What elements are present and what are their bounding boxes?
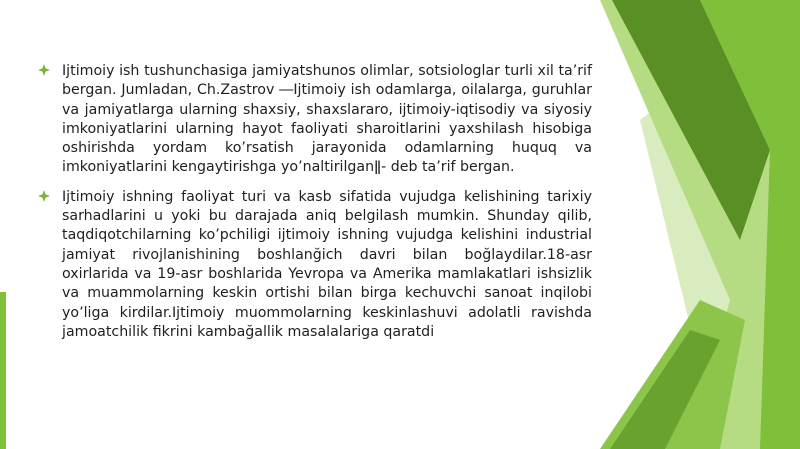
bullet-text: Ijtimoiy ish tushunchasiga jamiyatshunos olimlar, sotsiologlar turli xil ta’rif bergan. Jumladan, Ch.Zastrov ―Ijtimoiy ish odamlarga, oilalarga, guruhlar va jamiyatlarga ularning shaxsiy, shaxslararo, ijtimoiy-iqtisodiy va siyosiy imkoniyatlarini ularning hayot faoliyati sharoitlarini yaxshilash hisobiga oshirishda yordam ko’rsatish jarayonida odamlarning huquq va imkoniyatlarini kengaytirishga yo’naltirilganǁ- deb ta’rif bergan. [62,63,592,176]
left-edge-green-strip [0,292,6,449]
four-point-star-bullet-icon [38,190,50,202]
bullet-text: Ijtimoiy ishning faoliyat turi va kasb sifatida vujudga kelishining tarixiy sarhadlarini u yoki bu darajada aniq belgilash mumkin. Shunday qilib, taqdiqotchilarning ko’pchiligi ijtimoiy ishning vujudga kelishini industrial jamiyat rivojlanishining boshlanğich davri bilan boğlaydilar.18-asr oxirlarida va 19-asr boshlarida Yevropa va Amerika mamlakatlari ishsizlik va muammolarning keskin ortishi bilan birga kechuvchi sanoat inqilobi yo’liga kirdilar.Ijtimoiy muommolarning keskinlashuvi adolatli ravishda jamoatchilik fikrini kambağallik masalalariga qaratdi [62,188,592,340]
slide-body [38,62,592,352]
bullet-paragraph-1 [38,62,592,178]
four-point-star-bullet-icon [38,64,50,76]
bullet-paragraph-2 [38,188,592,342]
